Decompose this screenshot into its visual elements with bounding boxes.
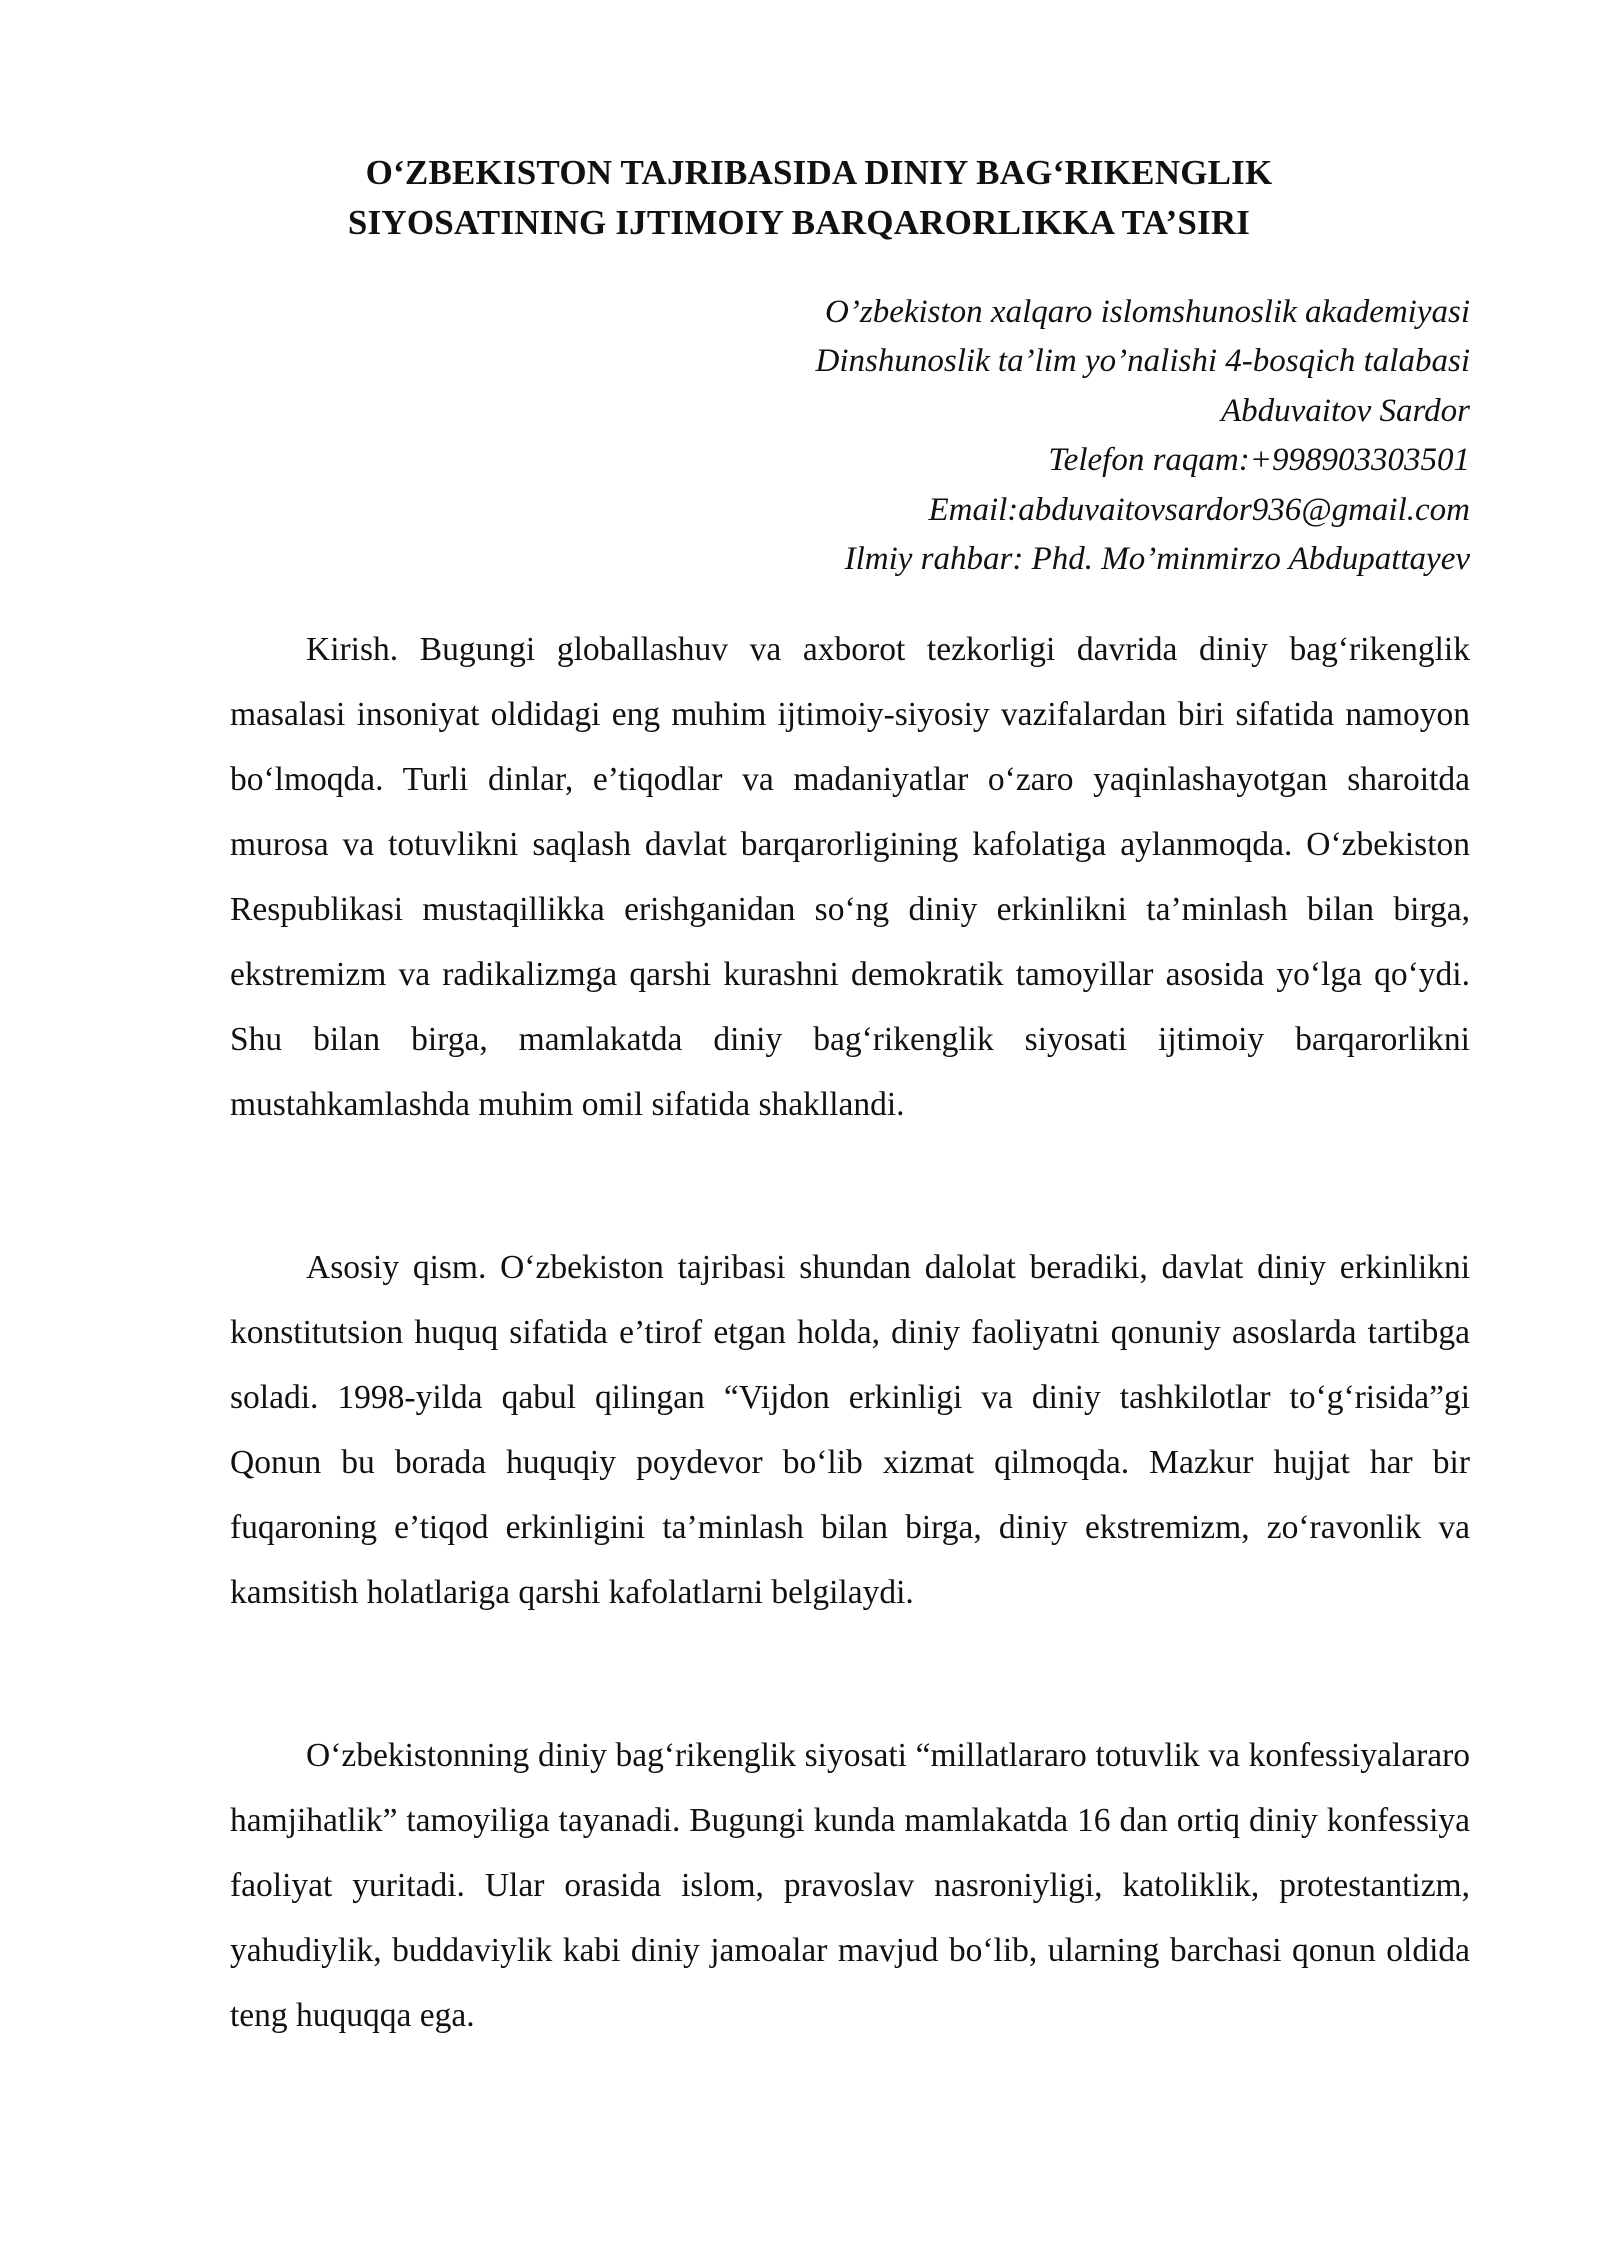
title-line-1: O‘ZBEKISTON TAJRIBASIDA DINIY BAG‘RIKENGLIK: [365, 153, 1273, 192]
author-info: [470, 288, 1470, 584]
title-line-2: SIYOSATINING IJTIMOIY BARQARORLIKKA TA’SIRI: [347, 203, 1251, 242]
author-supervisor: Ilmiy rahbar: Phd. Mo’minmirzo Abdupattayev: [844, 541, 1470, 578]
paragraph-main-part: Asosiy qism. O‘zbekiston tajribasi shundan dalolat beradiki, davlat diniy erkinlikni konstitutsion huquq sifatida e’tirof etgan holda, diniy faoliyatni qonuniy asoslarda tartibga soladi. 1998-yilda qabul qilingan “Vijdon erkinligi va diniy tashkilotlar to‘g‘risida”gi Qonun bu borada huquqiy poydevor bo‘lib xizmat qilmoqda. Mazkur hujjat har bir fuqaroning e’tiqod erkinligini ta’minlash bilan birga, diniy ekstremizm, zo‘ravonlik va kamsitish holatlariga qarshi kafolatlarni belgilaydi.: [230, 1249, 1470, 1611]
document-title: [0, 148, 1600, 248]
author-phone: Telefon raqam:+998903303501: [1048, 442, 1470, 479]
author-institution: O’zbekiston xalqaro islomshunoslik akademiyasi: [825, 294, 1470, 330]
paragraph-tolerance-policy: O‘zbekistonning diniy bag‘rikenglik siyosati “millatlararo totuvlik va konfessiyalararo hamjihatlik” tamoyiliga tayanadi. Bugungi kunda mamlakatda 16 dan ortiq diniy konfessiya faoliyat yuritadi. Ular orasida islom, pravoslav nasroniyligi, katoliklik, protestantizm, yahudiylik, buddaviylik kabi diniy jamoalar mavjud bo‘lib, ularning barchasi qonun oldida teng huquqqa ega.: [230, 1737, 1470, 2034]
author-email: Email:abduvaitovsardor936@gmail.com: [928, 491, 1470, 528]
author-name: Abduvaitov Sardor: [1221, 392, 1470, 429]
author-program: Dinshunoslik ta’lim yo’nalishi 4-bosqich talabasi: [815, 343, 1470, 380]
paragraph-introduction: Kirish. Bugungi globallashuv va axborot tezkorligi davrida diniy bag‘rikenglik masalasi insoniyat oldidagi eng muhim ijtimoiy-siyosiy vazifalardan biri sifatida namoyon bo‘lmoqda. Turli dinlar, e’tiqodlar va madaniyatlar o‘zaro yaqinlashayotgan sharoitda murosa va totuvlikni saqlash davlat barqarorligining kafolatiga aylanmoqda. O‘zbekiston Respublikasi mustaqillikka erishganidan so‘ng diniy erkinlikni ta’minlash bilan birga, ekstremizm va radikalizmga qarshi kurashni demokratik tamoyillar asosida yo‘lga qo‘ydi. Shu bilan birga, mamlakatda diniy bag‘rikenglik siyosati ijtimoiy barqarorlikni mustahkamlashda muhim omil sifatida shakllandi.: [230, 631, 1470, 1123]
